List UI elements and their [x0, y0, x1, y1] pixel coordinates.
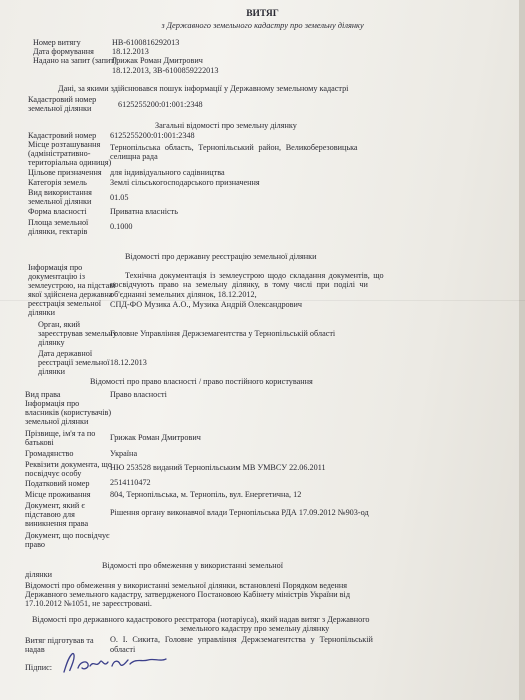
- doc-info-label-4: якої здійснена державна: [28, 290, 113, 299]
- citizenship-value: Україна: [110, 449, 138, 458]
- owners-label-2: власників (користувачів): [25, 408, 112, 417]
- reg-date-label-3: ділянки: [38, 367, 66, 376]
- right-type-label: Вид права: [25, 390, 61, 399]
- prepared-by-label-2: надав: [25, 645, 45, 654]
- reg-date-label-2: реєстрації земельної: [38, 358, 110, 367]
- search-cadastral-label: Кадастровий номер: [28, 95, 97, 104]
- doc-info-value-2: посвідчують право на земельну ділянку, в тому числі при поділі чи: [110, 280, 368, 289]
- doc-info-value-4: СПД-ФО Музика А.О., Музика Андрій Олександрович: [110, 300, 302, 309]
- owners-label-3: земельної ділянки: [25, 417, 89, 426]
- id-doc-value: НЮ 253528 виданий Тернопільським МВ УМВСУ 22.06.2011: [110, 463, 326, 472]
- use-type-label: Вид використання: [28, 188, 92, 197]
- area-label: Площа земельної: [28, 218, 89, 227]
- id-doc-label: Реквізити документа, що: [25, 460, 112, 469]
- search-cadastral-label-2: земельної ділянки: [28, 104, 92, 113]
- purpose-value: для індивідуального садівництва: [110, 168, 225, 177]
- doc-info-value: Технічна документація із землеустрою щодо складання документів, що: [125, 271, 384, 280]
- search-heading: Дані, за якими здійснювався пошук інформації у Державному земельному кадастрі: [58, 84, 349, 93]
- title-doc-label-2: право: [25, 540, 46, 549]
- doc-info-label-3: землеустрою, на підставі: [28, 281, 116, 290]
- id-doc-label-2: посвідчує особу: [25, 469, 82, 478]
- location-value-2: селищна рада: [110, 152, 158, 161]
- reg-date-value: 18.12.2013: [110, 358, 147, 367]
- category-value: Землі сільськогосподарського призначення: [110, 178, 260, 187]
- basis-doc-label: Документ, який є: [25, 501, 85, 510]
- prepared-by-value-2: області: [110, 645, 136, 654]
- registrar-heading: Відомості про державного кадастрового реєстратора (нотаріуса), який надав витяг з Державного: [32, 615, 370, 624]
- extract-number-value: НВ-6100816292013: [112, 38, 180, 47]
- formation-date-label: Дата формування: [33, 47, 94, 56]
- handwritten-signature: [60, 648, 170, 676]
- location-label: Місце розташування: [28, 140, 101, 149]
- tax-number-label: Податковий номер: [25, 479, 90, 488]
- ownership-form-value: Приватна власність: [110, 207, 178, 216]
- restrictions-heading: Відомості про обмеження у використанні земельної: [102, 561, 284, 570]
- residence-label: Місце проживання: [25, 490, 91, 499]
- organ-value: Головне Управління Держземагентства у Тернопільській області: [110, 329, 336, 338]
- general-heading: Загальні відомості про земельну ділянку: [155, 121, 297, 130]
- search-cadastral-value: 6125255200:01:001:2348: [118, 100, 203, 109]
- organ-label-3: ділянку: [38, 338, 65, 347]
- request-ref-value: 18.12.2013, ЗВ-6100859222013: [112, 66, 219, 75]
- requester-label: Надано на запит (запит): [33, 56, 117, 65]
- basis-doc-value: Рішення органу виконавчої влади Тернопільська РДА 17.09.2012 №903-од: [110, 508, 369, 517]
- doc-info-label-5: реєстрація земельної: [28, 299, 102, 308]
- basis-doc-label-3: виникнення права: [25, 519, 89, 528]
- citizenship-label: Громадянство: [25, 449, 74, 458]
- prepared-by-value: О. І. Сикита, Головне управління Держземагентства у Тернопільській: [110, 635, 373, 644]
- restrictions-heading-2: ділянки: [25, 570, 53, 579]
- ownership-heading: Відомості про право власності / право постійного користування: [90, 377, 313, 386]
- full-name-label: Прізвище, ім'я та по: [25, 429, 96, 438]
- page-edge-shadow: [519, 0, 525, 700]
- purpose-label: Цільове призначення: [28, 168, 102, 177]
- document-subtitle: з Державного земельного кадастру про земельну ділянку: [161, 21, 364, 30]
- full-name-value: Грижак Роман Дмитрович: [110, 433, 201, 442]
- organ-label-2: зареєстрував земельну: [38, 329, 117, 338]
- tax-number-value: 2514110472: [110, 478, 151, 487]
- doc-info-value-3: об'єднанні земельних ділянок, 18.12.2012,: [110, 290, 257, 299]
- category-label: Категорія земель: [28, 178, 87, 187]
- document-title: ВИТЯГ: [246, 9, 279, 19]
- signature-label: Підпис:: [25, 663, 53, 672]
- residence-value: 804, Тернопільська, м. Тернопіль, вул. Енергетична, 12: [110, 490, 302, 499]
- use-type-value: 01.05: [110, 193, 129, 202]
- ownership-form-label: Форма власності: [28, 207, 87, 216]
- location-value: Тернопільська область, Тернопільський район, Великоберезовицька: [110, 143, 358, 152]
- location-label-3: територіальна одиниця): [28, 158, 112, 167]
- cadastral-value: 6125255200:01:001:2348: [110, 131, 195, 140]
- doc-info-label-6: ділянки: [28, 308, 56, 317]
- basis-doc-label-2: підставою для: [25, 510, 75, 519]
- requester-value: Грижак Роман Дмитрович: [112, 56, 203, 65]
- location-label-2: (адміністративно-: [28, 149, 91, 158]
- right-type-value: Право власності: [110, 390, 167, 399]
- extract-number-label: Номер витягу: [33, 38, 81, 47]
- organ-label: Орган, який: [38, 320, 80, 329]
- area-label-2: ділянки, гектарів: [28, 227, 88, 236]
- restrictions-text-3: 17.10.2012 №1051, не зареєстровані.: [25, 599, 152, 608]
- restrictions-text-2: Державного земельного кадастру, затвердженого Постановою Кабінету міністрів України від: [25, 590, 350, 599]
- registration-heading: Відомості про державну реєстрацію земельної ділянки: [125, 252, 317, 261]
- full-name-label-2: батькові: [25, 438, 54, 447]
- cadastral-label: Кадастровий номер: [28, 131, 97, 140]
- formation-date-value: 18.12.2013: [112, 47, 149, 56]
- title-doc-label: Документ, що посвідчує: [25, 531, 110, 540]
- prepared-by-label: Витяг підготував та: [25, 636, 94, 645]
- reg-date-label: Дата державної: [38, 349, 93, 358]
- use-type-label-2: земельної ділянки: [28, 197, 92, 206]
- restrictions-text: Відомості про обмеження у використанні земельної ділянки, встановлені Порядком ведення: [25, 581, 348, 590]
- registrar-heading-2: земельного кадастру про земельну ділянку: [180, 624, 330, 633]
- doc-info-label-2: документацію із: [28, 272, 85, 281]
- owners-label: Інформація про: [25, 399, 80, 408]
- area-value: 0.1000: [110, 222, 133, 231]
- doc-info-label: Інформація про: [28, 263, 83, 272]
